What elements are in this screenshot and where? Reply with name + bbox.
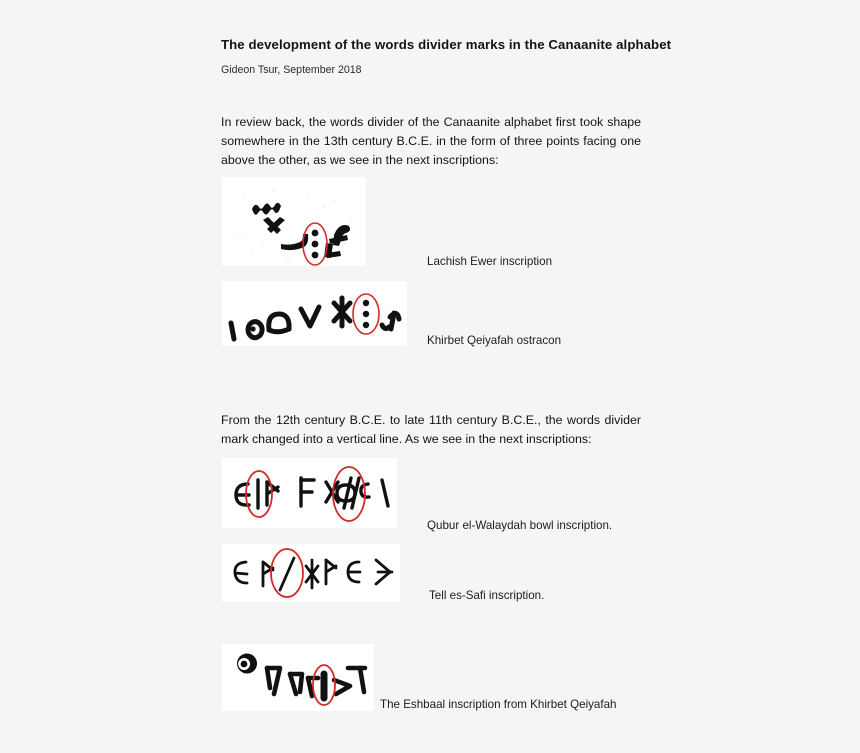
figure-lachish-ewer xyxy=(222,177,366,266)
figure-tell-es-safi xyxy=(222,544,400,602)
figure-eshbaal xyxy=(222,644,374,711)
figure-khirbet-qeiyafah-ostracon xyxy=(222,281,407,346)
figure-caption-qubur-el-walaydah-bowl: Qubur el-Walaydah bowl inscription. xyxy=(427,519,613,532)
figure-caption-eshbaal: The Eshbaal inscription from Khirbet Qeiyafah xyxy=(380,698,617,711)
paragraph-1: In review back, the words divider of the Canaanite alphabet first took shape somewhere in the 13th century B.C.E. in the form of three points facing one above the other, as we see in the next inscriptions: xyxy=(221,115,641,167)
figure-caption-khirbet-qeiyafah-ostracon: Khirbet Qeiyafah ostracon xyxy=(427,334,562,347)
figure-caption-tell-es-safi: Tell es-Safi inscription. xyxy=(429,589,545,602)
figure-qubur-el-walaydah-bowl xyxy=(222,458,397,528)
paragraph-2: From the 12th century B.C.E. to late 11th century B.C.E., the words divider mark changed into a vertical line. As we see in the next inscriptions: xyxy=(221,413,641,446)
figure-caption-lachish-ewer: Lachish Ewer inscription xyxy=(427,255,553,268)
author-byline: Gideon Tsur, September 2018 xyxy=(221,64,362,76)
page-title: The development of the words divider marks in the Canaanite alphabet xyxy=(221,37,672,52)
